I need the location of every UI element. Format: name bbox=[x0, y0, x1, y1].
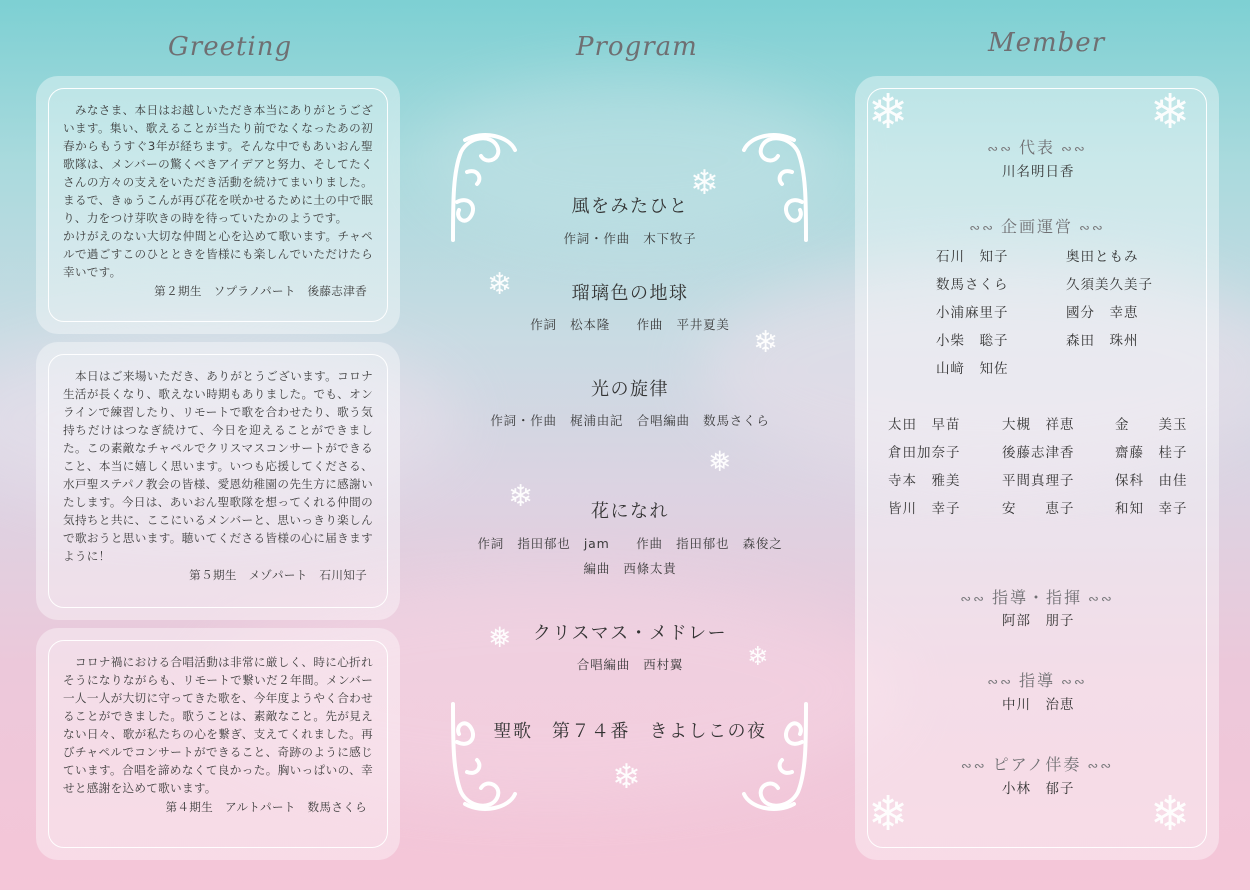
greeting-signature: 第２期生 ソプラノパート 後藤志津香 bbox=[154, 284, 367, 298]
snowflake-icon: ❅ bbox=[488, 621, 512, 654]
program-song-title: クリスマス・メドレー bbox=[532, 623, 728, 644]
snowflake-icon: ❄ bbox=[508, 479, 534, 514]
member-name: 後藤志津香 bbox=[1002, 445, 1075, 461]
snowflake-icon: ❄ bbox=[487, 267, 513, 302]
flourish-icon: ∾∾ bbox=[987, 675, 1013, 690]
member-heading-coach: ∾∾ 指導 ∾∾ bbox=[987, 671, 1087, 690]
member-name: 山﨑 知佐 bbox=[936, 361, 1009, 377]
program-song-credit: 合唱編曲 西村翼 bbox=[576, 657, 684, 672]
flourish-icon: ∾∾ bbox=[987, 142, 1013, 157]
member-name: 倉田加奈子 bbox=[888, 445, 961, 461]
program-song-credit: 作詞・作曲 梶浦由記 合唱編曲 数馬さくら bbox=[490, 413, 770, 428]
greeting-signature: 第４期生 アルトパート 数馬さくら bbox=[165, 800, 367, 814]
member-name: 阿部 朋子 bbox=[1002, 613, 1075, 629]
greeting-signature: 第５期生 メゾパート 石川知子 bbox=[189, 568, 367, 582]
program-song-title: 光の旋律 bbox=[591, 379, 669, 400]
scroll-ornament-icon bbox=[740, 132, 812, 244]
member-name: 齋藤 桂子 bbox=[1115, 445, 1188, 461]
flourish-icon: ∾∾ bbox=[1079, 221, 1105, 236]
member-name: 小浦麻里子 bbox=[936, 305, 1009, 321]
snowflake-icon: ❄ bbox=[868, 84, 909, 140]
snowflake-icon: ❅ bbox=[708, 445, 732, 478]
member-name: 奥田ともみ bbox=[1066, 249, 1139, 265]
program-song-title: 花になれ bbox=[591, 501, 669, 522]
member-name: 小柴 聡子 bbox=[936, 333, 1009, 349]
program-song-title: 瑠璃色の地球 bbox=[571, 283, 689, 304]
greeting-title: Greeting bbox=[168, 32, 293, 62]
member-name: 平間真理子 bbox=[1002, 473, 1075, 489]
member-name: 小林 郁子 bbox=[1002, 781, 1075, 797]
scroll-ornament-icon bbox=[447, 132, 519, 244]
member-name: 川名明日香 bbox=[1002, 164, 1075, 180]
program-song-credit: 作詞 指田郁也 jam 作曲 指田郁也 森俊之 bbox=[477, 536, 783, 551]
greeting-text: みなさま、本日はお越しいただき本当にありがとうございます。集い、歌えることが当たり前でなくなったあの初春からもうすぐ3年が経ちます。そんな中でもあいおん聖歌隊は、メンバーの驚くべきアイデアと努力、そしてたくさんの方々の支えをいただき活動を続けてまいりました。まるで、きゅうこんが再び花を咲かせるために土の中で眠り、力をつけ芽吹きの時を待っていたかのようです。 かけがえのない大切な仲間と心を込めて歌います。チャペルで過ごすこのひとときを皆様にも楽しんでいただけたら幸いです。 bbox=[63, 103, 373, 279]
member-name: 金 美玉 bbox=[1115, 417, 1188, 433]
member-name: 寺本 雅美 bbox=[888, 473, 961, 489]
snowflake-icon: ❄ bbox=[1150, 84, 1191, 140]
greeting-text: 本日はご来場いただき、ありがとうございます。コロナ生活が長くなり、歌えない時期もありました。でも、オンラインで練習したり、リモートで歌を合わせたり、歌う気持ちだけはつなぎ続けて、今日を迎えることができました。この素敵なチャペルでクリスマスコンサートができること、本当に嬉しく思います。いつも応援してくださる、水戸聖ステパノ教会の皆様、愛恩幼稚園の先生方に感謝いたします。今日は、あいおん聖歌隊を想ってくれる仲間の気持ちと共に、ここにいるメンバーと、思いっきり楽しんで歌おうと思います。聴いてくださる皆様の心に届きますように！ bbox=[63, 369, 373, 563]
program-title: Program bbox=[576, 32, 698, 62]
member-name: 久須美久美子 bbox=[1066, 277, 1153, 293]
program-song-title: 聖歌 第７４番 きよしこの夜 bbox=[493, 721, 767, 742]
member-name: 和知 幸子 bbox=[1115, 501, 1188, 517]
member-heading-planning: ∾∾ 企画運営 ∾∾ bbox=[969, 217, 1105, 236]
member-heading-director: ∾∾ 指導・指揮 ∾∾ bbox=[960, 588, 1114, 607]
member-heading-leader: ∾∾ 代表 ∾∾ bbox=[987, 138, 1087, 157]
snowflake-icon: ❄ bbox=[747, 642, 769, 672]
greeting-text: コロナ禍における合唱活動は非常に厳しく、時に心折れそうになりながらも、リモートで繋いだ２年間。メンバー一人一人が大切に守ってきた歌を、今年度ようやく合わせることができました。歌うことは、素敵なこと。先が見えない日々、歌が私たちの心を繋ぎ、支えてくれました。再びチャペルでコンサートができること、奇跡のように感じています。合唱を諦めなくて良かった。胸いっぱいの、幸せと感謝を込めて歌います。 bbox=[63, 655, 373, 795]
snowflake-icon: ❄ bbox=[612, 757, 641, 797]
member-name: 大槻 祥恵 bbox=[1002, 417, 1075, 433]
flourish-icon: ∾∾ bbox=[969, 221, 995, 236]
member-name: 太田 早苗 bbox=[888, 417, 961, 433]
flourish-icon: ∾∾ bbox=[1061, 675, 1087, 690]
greeting-card-3 bbox=[36, 628, 400, 860]
snowflake-icon: ❄ bbox=[868, 786, 909, 842]
program-song-title: 風をみたひと bbox=[571, 196, 689, 217]
program-song-credit: 作詞 松本隆 作曲 平井夏美 bbox=[530, 317, 730, 332]
member-name: 森田 珠州 bbox=[1066, 333, 1139, 349]
member-name: 石川 知子 bbox=[936, 249, 1009, 265]
flourish-icon: ∾∾ bbox=[1061, 142, 1087, 157]
member-name: 保科 由佳 bbox=[1115, 473, 1188, 489]
greeting-card-1 bbox=[36, 76, 400, 334]
flourish-icon: ∾∾ bbox=[1087, 759, 1114, 774]
member-name: 皆川 幸子 bbox=[888, 501, 961, 517]
snowflake-icon: ❄ bbox=[753, 325, 779, 360]
program-song-credit: 作詞・作曲 木下牧子 bbox=[563, 231, 697, 246]
snowflake-icon: ❄ bbox=[1150, 786, 1191, 842]
flourish-icon: ∾∾ bbox=[1088, 592, 1114, 607]
greeting-card-2 bbox=[36, 342, 400, 620]
member-name: 國分 幸恵 bbox=[1066, 305, 1139, 321]
member-name: 数馬さくら bbox=[936, 277, 1009, 293]
member-heading-piano: ∾∾ ピアノ伴奏 ∾∾ bbox=[960, 755, 1114, 774]
member-panel bbox=[855, 76, 1219, 860]
member-title: Member bbox=[988, 28, 1106, 58]
member-name: 中川 治恵 bbox=[1002, 697, 1075, 713]
flourish-icon: ∾∾ bbox=[960, 592, 986, 607]
member-name: 安 恵子 bbox=[1002, 501, 1075, 517]
flourish-icon: ∾∾ bbox=[960, 759, 987, 774]
program-song-credit: 編曲 西條太貴 bbox=[583, 561, 677, 576]
snowflake-icon: ❄ bbox=[690, 163, 719, 203]
